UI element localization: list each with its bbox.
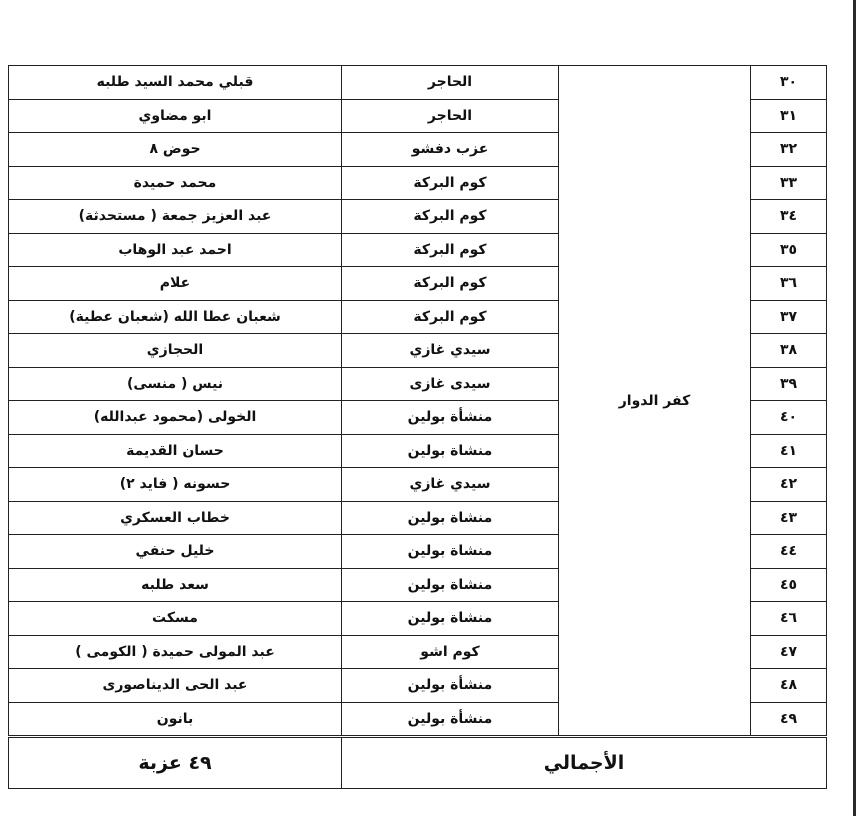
village-name: سيدى غازى (342, 367, 559, 401)
village-name: منشاة بولين (342, 602, 559, 636)
row-number: ٣٤ (751, 200, 827, 234)
estate-name: ابو مضاوي (9, 99, 342, 133)
estate-name: قبلي محمد السيد طلبه (9, 66, 342, 100)
estate-name: شعبان عطا الله (شعبان عطية) (9, 300, 342, 334)
estate-name: خليل حنفي (9, 535, 342, 569)
village-name: كوم البركة (342, 267, 559, 301)
estate-name: الحجازي (9, 334, 342, 368)
table-body (9, 66, 827, 789)
row-number: ٣٩ (751, 367, 827, 401)
row-number: ٤٦ (751, 602, 827, 636)
row-number: ٤١ (751, 434, 827, 468)
village-name: منشاة بولين (342, 501, 559, 535)
row-number: ٤٢ (751, 468, 827, 502)
farms-table (8, 65, 827, 789)
row-number: ٣٨ (751, 334, 827, 368)
estate-name: الخولى (محمود عبدالله) (9, 401, 342, 435)
estate-name: عبد الحى الديناصورى (9, 669, 342, 703)
estate-name: مسكت (9, 602, 342, 636)
village-name: منشأة بولين (342, 669, 559, 703)
row-number: ٤٧ (751, 635, 827, 669)
estate-name: حسان القديمة (9, 434, 342, 468)
estate-name: محمد حميدة (9, 166, 342, 200)
row-number: ٣١ (751, 99, 827, 133)
total-row (9, 737, 827, 789)
village-name: الحاجر (342, 99, 559, 133)
estate-name: علام (9, 267, 342, 301)
village-name: كوم البركة (342, 166, 559, 200)
row-number: ٣٥ (751, 233, 827, 267)
village-name: كوم البركة (342, 300, 559, 334)
village-name: منشأة بولين (342, 702, 559, 737)
row-number: ٤٥ (751, 568, 827, 602)
row-number: ٣٦ (751, 267, 827, 301)
village-name: كوم البركة (342, 200, 559, 234)
estate-name: عبد العزيز جمعة ( مستحدثة) (9, 200, 342, 234)
village-name: كوم اشو (342, 635, 559, 669)
village-name: عزب دفشو (342, 133, 559, 167)
estate-name: سعد طلبه (9, 568, 342, 602)
row-number: ٤٨ (751, 669, 827, 703)
row-number: ٤٤ (751, 535, 827, 569)
row-number: ٤٠ (751, 401, 827, 435)
village-name: سيدي غازي (342, 468, 559, 502)
row-number: ٣٠ (751, 66, 827, 100)
row-number: ٣٢ (751, 133, 827, 167)
estate-name: نيس ( منسى) (9, 367, 342, 401)
table-row (9, 66, 827, 100)
village-name: الحاجر (342, 66, 559, 100)
estate-name: بانون (9, 702, 342, 737)
estate-name: احمد عبد الوهاب (9, 233, 342, 267)
village-name: سيدي غازي (342, 334, 559, 368)
row-number: ٤٩ (751, 702, 827, 737)
estate-name: حسونه ( فايد ٢) (9, 468, 342, 502)
village-name: منشاة بولين (342, 434, 559, 468)
row-number: ٣٣ (751, 166, 827, 200)
village-name: منشأة بولين (342, 401, 559, 435)
village-name: منشاة بولين (342, 535, 559, 569)
village-name: كوم البركة (342, 233, 559, 267)
estate-name: حوض ٨ (9, 133, 342, 167)
center-name: كفر الدوار (559, 66, 751, 737)
estate-name: خطاب العسكري (9, 501, 342, 535)
total-label: الأجمالي (342, 737, 827, 789)
village-name: منشاة بولين (342, 568, 559, 602)
row-number: ٣٧ (751, 300, 827, 334)
row-number: ٤٣ (751, 501, 827, 535)
estate-name: عبد المولى حميدة ( الكومى ) (9, 635, 342, 669)
total-value: ٤٩ عزبة (9, 737, 342, 789)
